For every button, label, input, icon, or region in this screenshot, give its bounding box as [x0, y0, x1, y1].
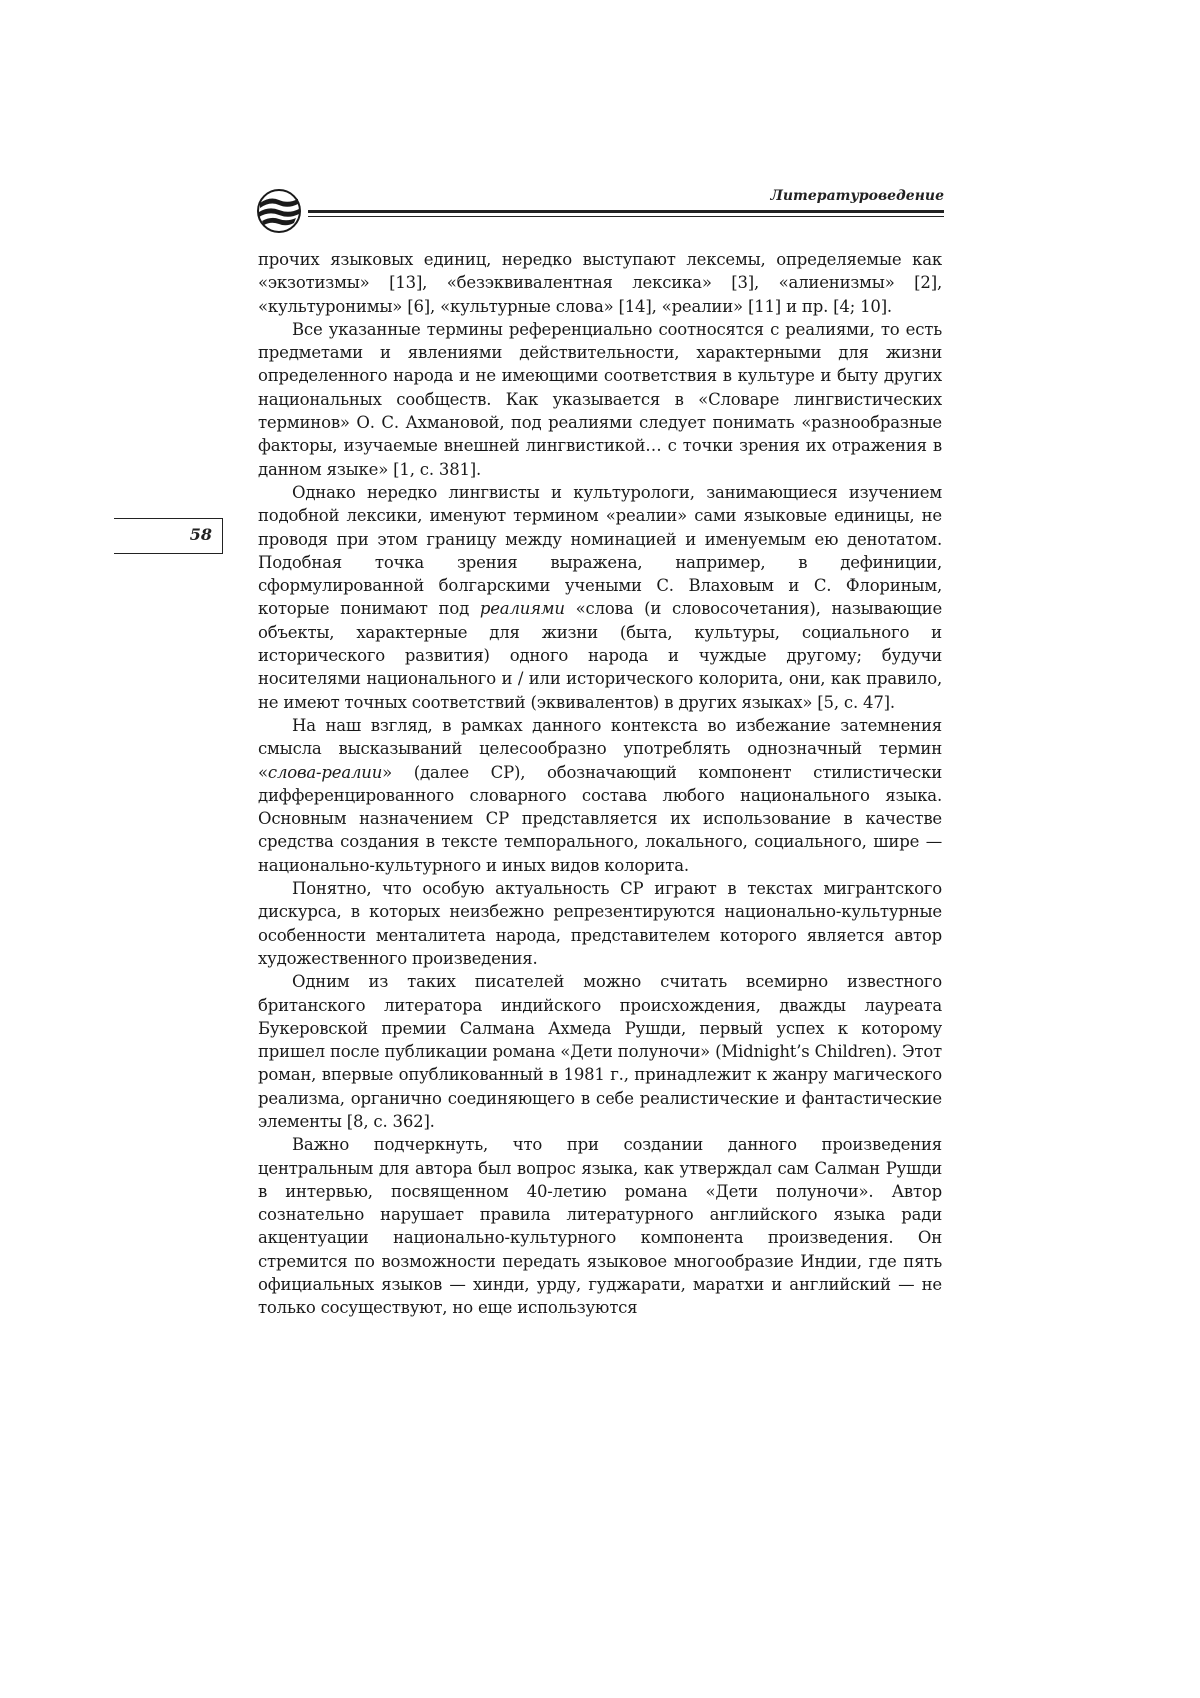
paragraph-text: «слова (и словосочетания), называющие объекты, характерные для жизни (быта, культуры, социального и исторического развития) одного народа и чуждые другому; будучи носителями национального и / или исторического колорита, они, как правило, не имеют точных соответствий (эквивалентов) в других языках» [5, с. 47]. [258, 599, 943, 712]
paragraph-text: Одним из таких писателей можно считать всемирно известного британского литератора индийского происхождения, дважды лауреата Букеровской премии Салмана Ахмеда Рушди, первый успех к которому пришел после публикации романа «Дети полуночи» (Midnight’s Children). Этот роман, впервые опубликованный в 1981 г., принадлежит к жанру магического реализма, органично соединяющего в себе реалистические и фантастические элементы [8, с. 362]. [258, 972, 942, 1131]
page-number: 58 [189, 525, 212, 544]
paragraph-text: Понятно, что особую актуальность СР играют в текстах мигрантского дискурса, в которых неизбежно репрезентируются национально-культурные особенности менталитета народа, представителем которого является автор художественного произведения. [258, 879, 942, 968]
paragraph-6 [258, 970, 942, 1133]
paragraph-2 [258, 318, 942, 481]
paragraph-3 [258, 481, 942, 714]
paragraph-1 [258, 248, 942, 318]
journal-logo-icon [256, 188, 302, 234]
paragraph-text: Однако нередко лингвисты и культурологи, занимающиеся изучением подобной лексики, именуют термином «реалии» сами языковые единицы, не проводя при этом границу между номинацией и именуемым ею денотатом. Подобная точка зрения выражена, например, в дефиниции, сформулированной болгарскими учеными С. Влаховым и С. Флориным, которые понимают под [258, 482, 942, 619]
paragraph-text: На наш взгляд, в рамках данного контекста во избежание затемнения смысла высказываний целесообразно употреблять однозначный термин « [258, 715, 942, 782]
header-rule-thick [308, 210, 944, 213]
paragraph-text: » (далее СР), обозначающий компонент стилистически дифференцированного словарного состава любого национального языка. Основным назначением СР представляется их использование в качестве средства создания в тексте темпорального, локального, социального, шире — национально-культурного и иных видов колорита. [258, 762, 942, 875]
article-body [258, 248, 942, 1320]
page-number-box [114, 518, 223, 554]
paragraph-4 [258, 714, 942, 877]
italic-term: реалиями [479, 599, 565, 619]
running-head: Литературоведение [770, 188, 944, 204]
paragraph-5 [258, 877, 942, 970]
paragraph-text: Важно подчеркнуть, что при создании данного произведения центральным для автора был вопрос языка, как утверждал сам Салман Рушди в интервью, посвященном 40-летию романа «Дети полуночи». Автор сознательно нарушает правила литературного английского языка ради акцентуации национально-культурного компонента произведения. Он стремится по возможности передать языковое многообразие Индии, где пять официальных языков — хинди, урду, гуджарати, маратхи и английский — не только сосуществуют, но еще используются [258, 1135, 942, 1318]
header-rule-thin [308, 216, 944, 217]
paragraph-7 [258, 1133, 942, 1319]
italic-term: слова-реалии [267, 762, 383, 782]
paragraph-text: прочих языковых единиц, нередко выступают лексемы, определяемые как «экзотизмы» [13], «безэквивалентная лексика» [3], «алиенизмы» [2], «культуронимы» [6], «культурные слова» [14], «реалии» [11] и пр. [4; 10]. [258, 250, 942, 316]
paragraph-text: Все указанные термины референциально соотносятся с реалиями, то есть предметами и явлениями действительности, характерными для жизни определенного народа и не имеющими соответствия в культуре и быту других национальных сообществ. Как указывается в «Словаре лингвистических терминов» О. С. Ахмановой, под реалиями следует понимать «разнообразные факторы, изучаемые внешней лингвистикой… с точки зрения их отражения в данном языке» [1, с. 381]. [258, 319, 942, 479]
